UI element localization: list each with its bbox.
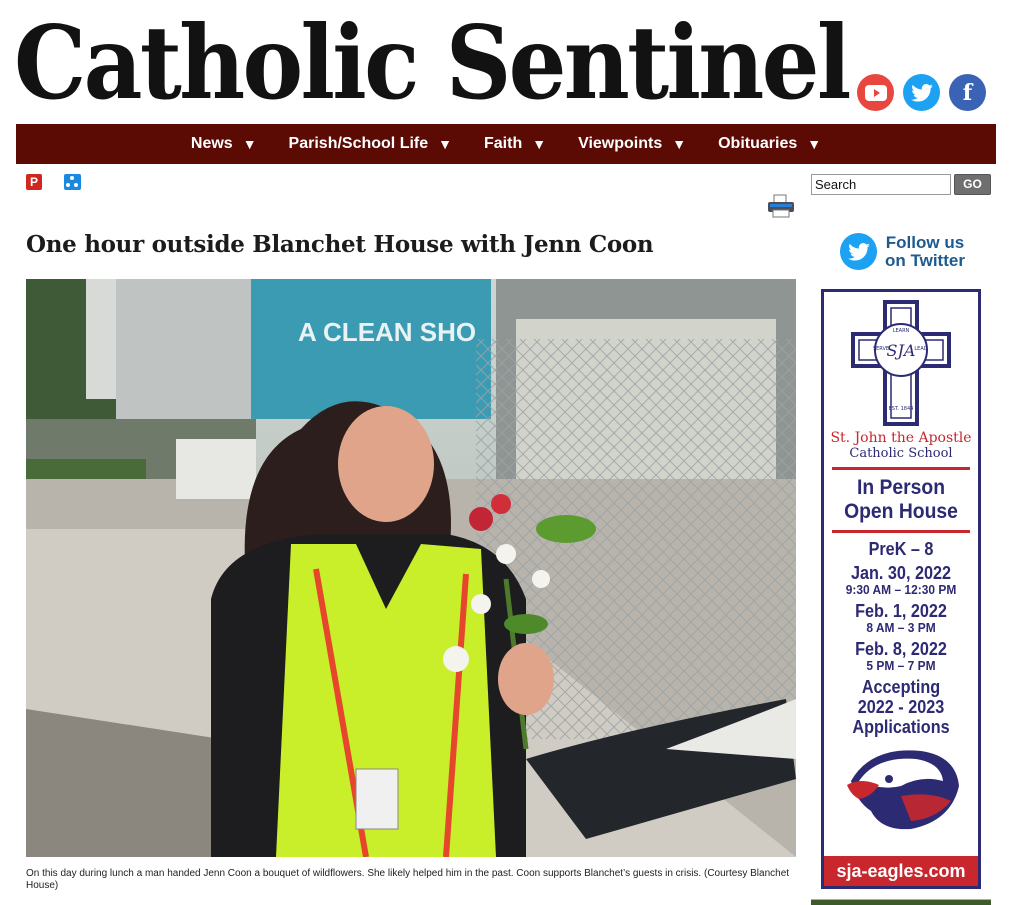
- follow-twitter-text: [885, 234, 965, 270]
- site-logo[interactable]: Catholic Sentinel: [14, 3, 849, 122]
- article-photo[interactable]: [26, 279, 796, 857]
- share-icon[interactable]: [64, 174, 81, 190]
- photo-caption: On this day during lunch a man handed Jenn Coon a bouquet of wildflowers. She likely helped him in the past. Coon supports Blanchet’s guests in crisis. (Courtesy Blanchet House): [26, 868, 790, 891]
- search-input[interactable]: [811, 174, 951, 195]
- nav-label: Parish/School Life: [288, 135, 429, 152]
- chevron-down-icon: ▼: [242, 136, 257, 152]
- ad-headline-2: Open House: [844, 500, 958, 523]
- chevron-down-icon: ▼: [807, 136, 822, 152]
- sja-open-house-ad[interactable]: [821, 289, 981, 889]
- seal-left: SERVE: [872, 346, 890, 352]
- main-nav: [16, 124, 996, 164]
- pinterest-icon[interactable]: P: [26, 174, 42, 190]
- search-go-button[interactable]: GO: [954, 174, 991, 195]
- follow-twitter-link[interactable]: [840, 233, 965, 270]
- seal-bottom: EST. 1844: [888, 406, 914, 412]
- nav-label: Obituaries: [718, 135, 798, 152]
- nav-label: Viewpoints: [578, 135, 663, 152]
- ad-school-type: Catholic School: [849, 446, 953, 461]
- article-headline: One hour outside Blanchet House with Jenn Coon: [26, 231, 654, 258]
- chevron-down-icon: ▼: [532, 136, 547, 152]
- nav-item-obituaries[interactable]: [702, 135, 837, 153]
- ad-divider: [832, 530, 970, 533]
- seal-right: LEAD: [914, 346, 928, 352]
- nav-item-faith[interactable]: [468, 135, 562, 153]
- nav-item-parish-school-life[interactable]: [273, 135, 468, 153]
- ad-accepting-2: 2022 - 2023: [857, 697, 945, 717]
- twitter-icon[interactable]: [903, 74, 940, 111]
- ad-time-2: 8 AM – 3 PM: [866, 620, 936, 635]
- ad-headline-1: In Person: [856, 476, 946, 499]
- ad-website-link[interactable]: sja-eagles.com: [824, 856, 978, 886]
- chevron-down-icon: ▼: [438, 136, 452, 152]
- social-links: [857, 74, 986, 111]
- sidebar-next-ad-edge: [811, 899, 991, 905]
- ad-grades: PreK – 8: [868, 539, 934, 559]
- ad-accepting-1: Accepting: [861, 677, 941, 697]
- nav-label: News: [190, 135, 233, 152]
- ad-divider: [832, 467, 970, 470]
- ad-accepting-3: Applications: [852, 717, 950, 737]
- seal-top: LEARN: [892, 328, 910, 334]
- printer-icon[interactable]: [767, 194, 795, 218]
- ad-school-name: St. John the Apostle: [830, 430, 972, 446]
- ad-time-3: 5 PM – 7 PM: [866, 658, 936, 673]
- nav-item-news[interactable]: [175, 135, 273, 153]
- eagle-mascot-icon: [841, 741, 961, 833]
- ad-date-1: Jan. 30, 2022: [851, 563, 951, 583]
- nav-label: Faith: [484, 135, 523, 152]
- follow-line-2: on Twitter: [885, 250, 965, 270]
- follow-line-1: Follow us: [885, 232, 965, 252]
- facebook-icon[interactable]: f: [949, 74, 986, 111]
- seal-initials: SJA: [886, 341, 916, 360]
- ad-date-2: Feb. 1, 2022: [855, 601, 947, 621]
- nav-item-viewpoints[interactable]: [562, 135, 702, 153]
- twitter-icon: [840, 233, 877, 270]
- chevron-down-icon: ▼: [672, 136, 687, 152]
- sja-cross-logo: [841, 298, 961, 428]
- photo-sign-text: A CLEAN SHO: [298, 317, 477, 347]
- ad-date-3: Feb. 8, 2022: [855, 639, 947, 659]
- ad-time-1: 9:30 AM – 12:30 PM: [845, 582, 957, 597]
- youtube-icon[interactable]: [857, 74, 894, 111]
